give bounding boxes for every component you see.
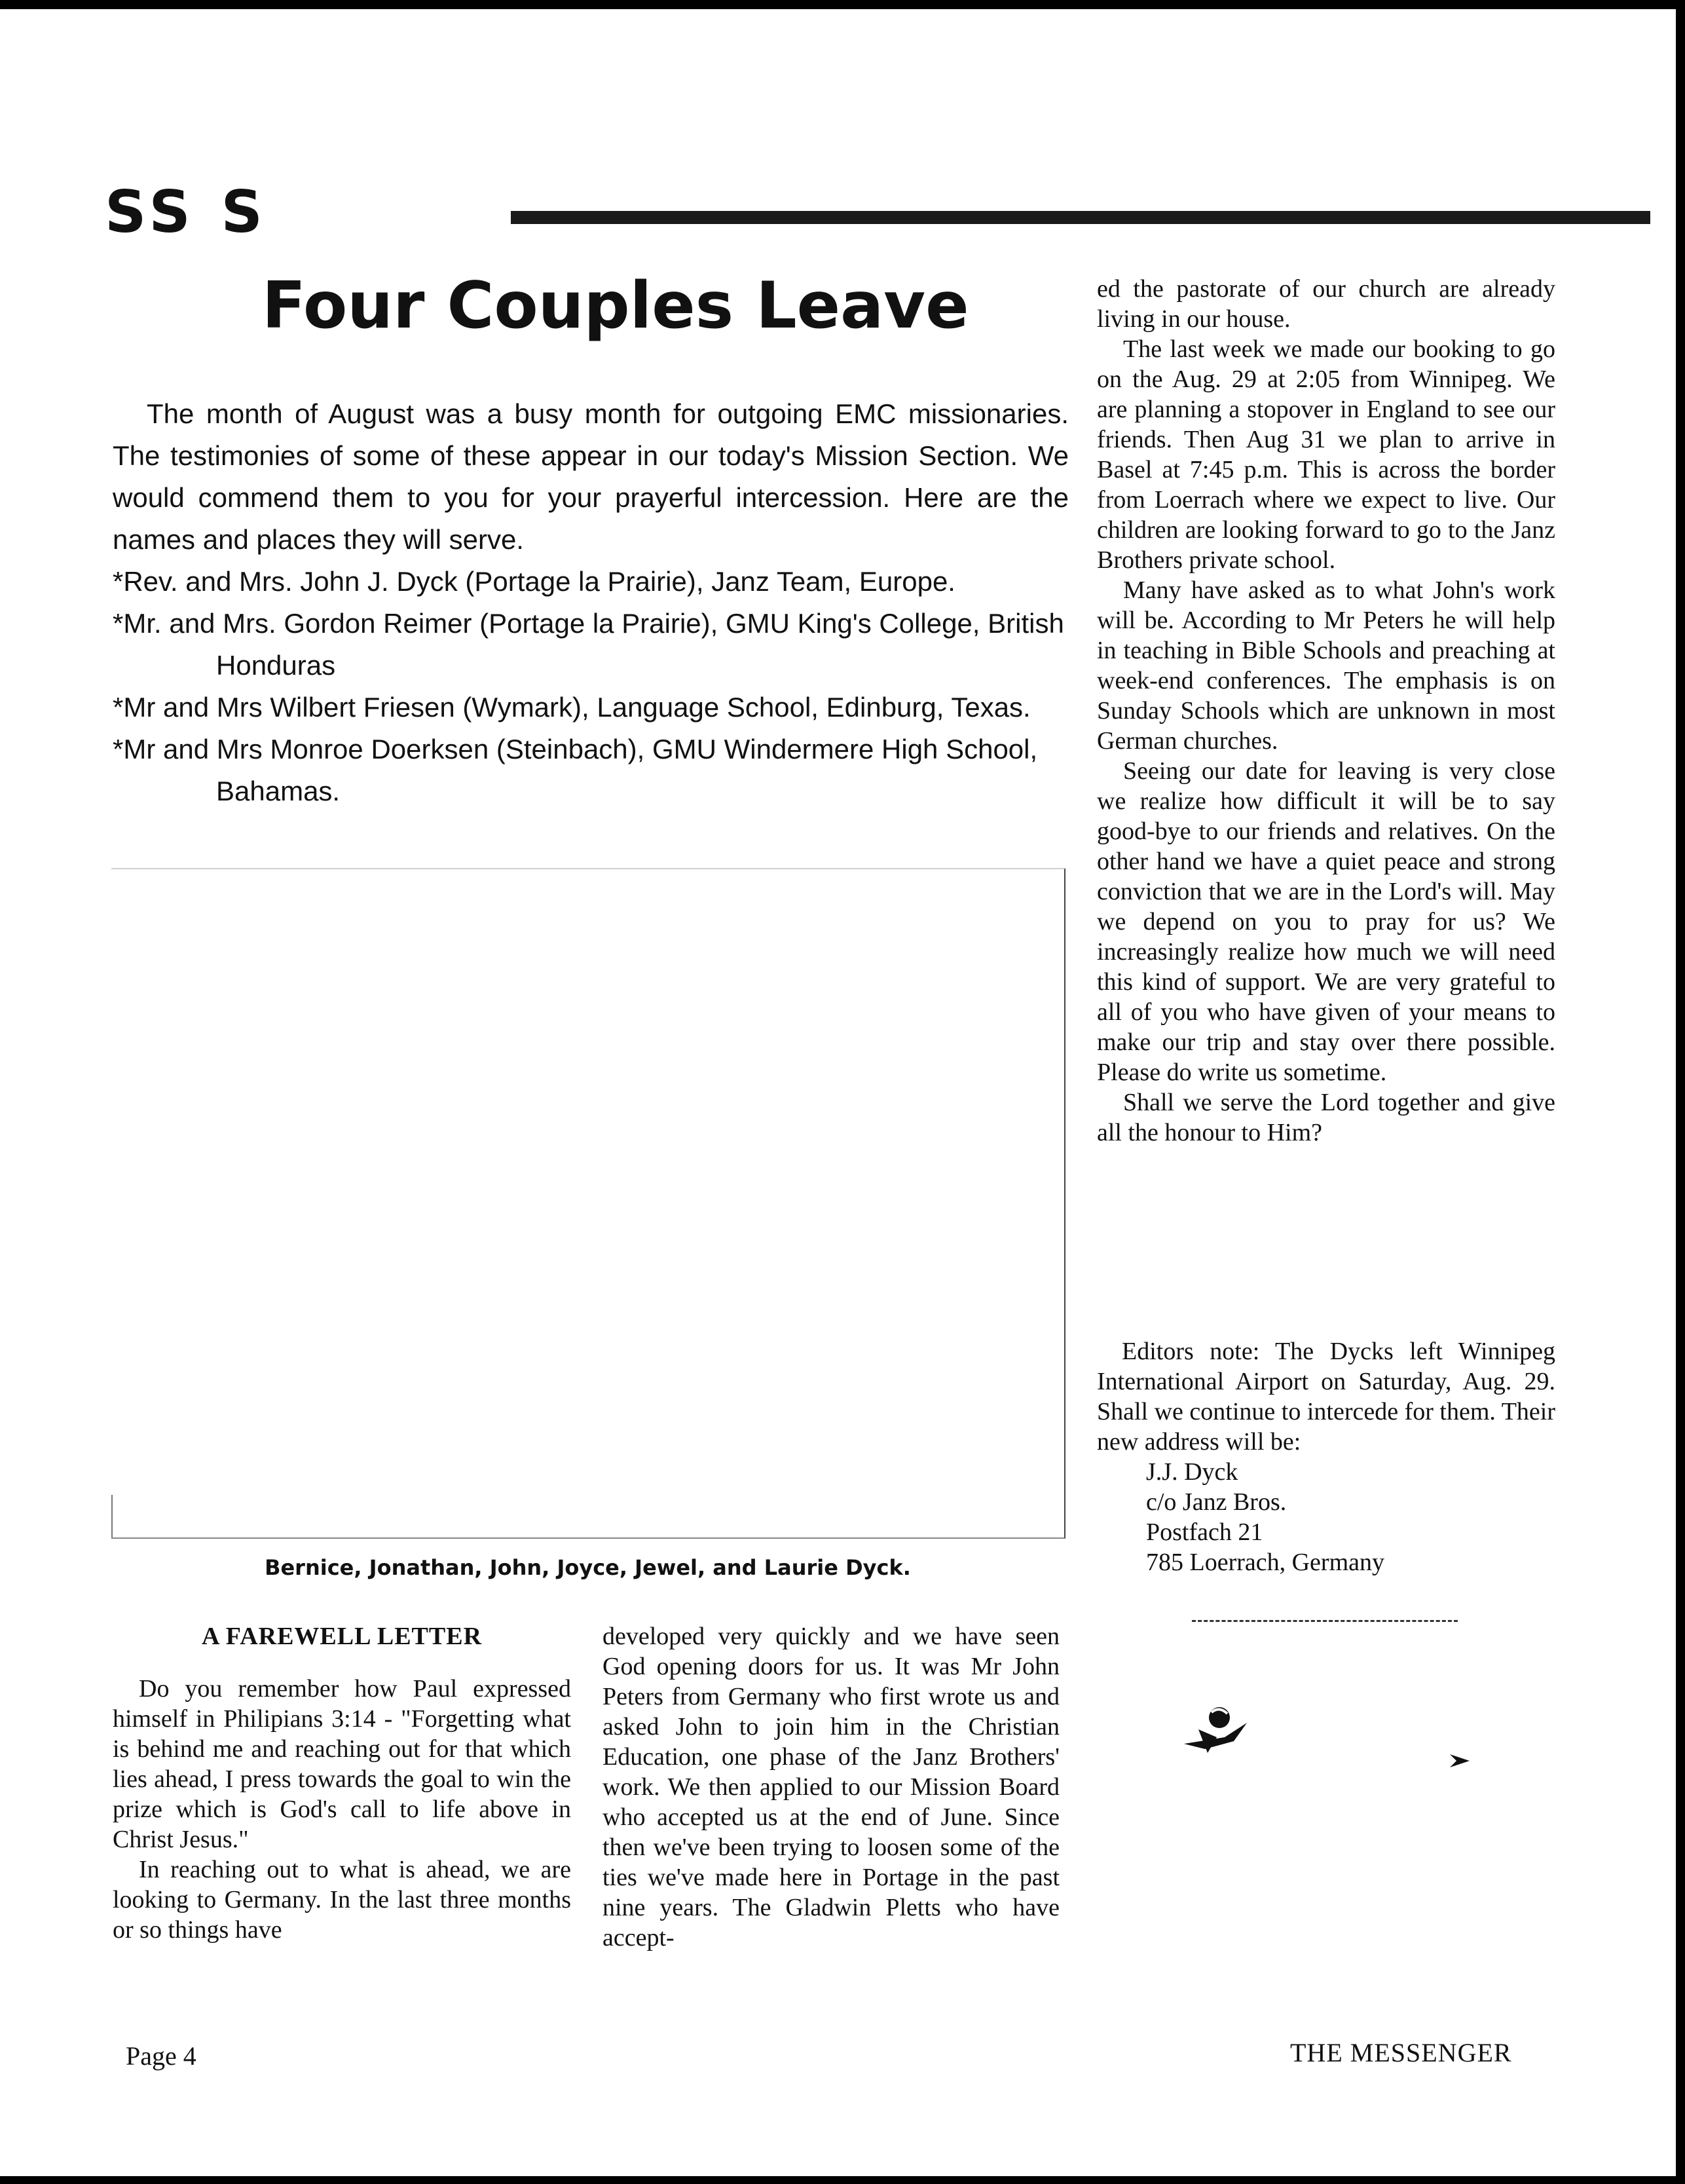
missionary-item: *Mr. and Mrs. Gordon Reimer (Portage la Prairie), GMU King's College, British Honduras xyxy=(113,608,1064,681)
letter-paragraph: Do you remember how Paul expressed himself in Philipians 3:14 - "Forgetting what is behind me and reaching out for that which lies ahead, I press towards the goal to win the prize which is God's call to life above in Christ Jesus." xyxy=(113,1675,571,1853)
intro-paragraph: The month of August was a busy month for outgoing EMC missionaries. The testimonies of some of these appear in our today's Mission Section. We would commend them to you for your prayerful intercession. Here are the names and places they will serve. xyxy=(113,398,1069,555)
family-photo xyxy=(111,868,1065,1539)
missionary-item: *Rev. and Mrs. John J. Dyck (Portage la Prairie), Janz Team, Europe. xyxy=(113,566,955,597)
photo-caption: Bernice, Jonathan, John, Joyce, Jewel, and Laurie Dyck. xyxy=(265,1555,911,1580)
page-number: Page 4 xyxy=(126,2041,196,2071)
intro-section xyxy=(113,393,1069,812)
page-border-top xyxy=(0,0,1685,9)
letter-column-middle xyxy=(602,1621,1060,1953)
letter-paragraph: In reaching out to what is ahead, we are looking to Germany. In the last three months or so things have xyxy=(113,1856,571,1944)
letter-paragraph: The last week we made our booking to go on the Aug. 29 at 2:05 from Winnipeg. We are planning a stopover in England to see our friends. Then Aug 31 we plan to arrive in Basel at 7:45 p.m. This is across the border from Loerrach where we expect to live. Our children are looking forward to go to the Janz Brothers private school. xyxy=(1097,335,1555,574)
masthead xyxy=(105,178,1546,246)
letter-column-right xyxy=(1097,274,1555,1148)
letter-paragraph: ed the pastorate of our church are already living in our house. xyxy=(1097,275,1555,333)
flying-bird-logo xyxy=(1179,1703,1251,1762)
publication-name: THE MESSENGER xyxy=(1290,2038,1512,2067)
address-line: c/o Janz Bros. xyxy=(1146,1488,1287,1516)
letter-paragraph: Shall we serve the Lord together and give all the honour to Him? xyxy=(1097,1089,1555,1146)
masthead-bar xyxy=(511,211,1650,224)
missionary-item: *Mr and Mrs Wilbert Friesen (Wymark), Language School, Edinburg, Texas. xyxy=(113,692,1031,723)
photo-edge xyxy=(111,1495,113,1537)
letter-title: A FAREWELL LETTER xyxy=(201,1623,483,1650)
letter-paragraph: Many have asked as to what John's work will be. According to Mr Peters he will help in teaching in Bible Schools and preaching at week-end conferences. The emphasis is on Sunday Schools which are unknown in most German churches. xyxy=(1097,576,1555,755)
letter-paragraph: Seeing our date for leaving is very close we realize how difficult it will be to say good-bye to our friends and relatives. On the other hand we have a quiet peace and strong conviction that we are in the Lord's will. May we depend on you to pray for us? We increasingly realize how much we will need this kind of support. We are very grateful to all of you who have given of your means to make our trip and stay over there possible. Please do write us sometime. xyxy=(1097,757,1555,1086)
page-border-right xyxy=(1676,0,1685,2184)
arrow-logo xyxy=(1447,1749,1473,1773)
headline: Four Couples Leave xyxy=(262,269,969,343)
editors-note-text: Editors note: The Dycks left Winnipeg International Airport on Saturday, Aug. 29. Shall we continue to intercede for them. Their new address will be: xyxy=(1097,1338,1555,1456)
letter-paragraph: developed very quickly and we have seen God opening doors for us. It was Mr John Peters from Germany who first wrote us and asked John to join him in the Christian Education, one phase of the Janz Brothers' work. We then applied to our Mission Board who accepted us at the end of June. Since then we've been trying to loosen some of the ties we've made here in Portage in the past nine years. The Gladwin Pletts who have accept- xyxy=(602,1623,1060,1951)
page-border-bottom xyxy=(0,2176,1685,2184)
letter-column-left xyxy=(113,1621,571,1945)
section-divider xyxy=(1192,1620,1458,1622)
missionary-item: *Mr and Mrs Monroe Doerksen (Steinbach), GMU Windermere High School, Bahamas. xyxy=(113,734,1038,806)
address-line: 785 Loerrach, Germany xyxy=(1146,1549,1385,1576)
editors-note xyxy=(1097,1336,1555,1577)
address-line: J.J. Dyck xyxy=(1146,1458,1238,1486)
masthead-title: SS S xyxy=(105,178,268,246)
address-line: Postfach 21 xyxy=(1146,1518,1263,1546)
mailing-address xyxy=(1097,1457,1555,1577)
